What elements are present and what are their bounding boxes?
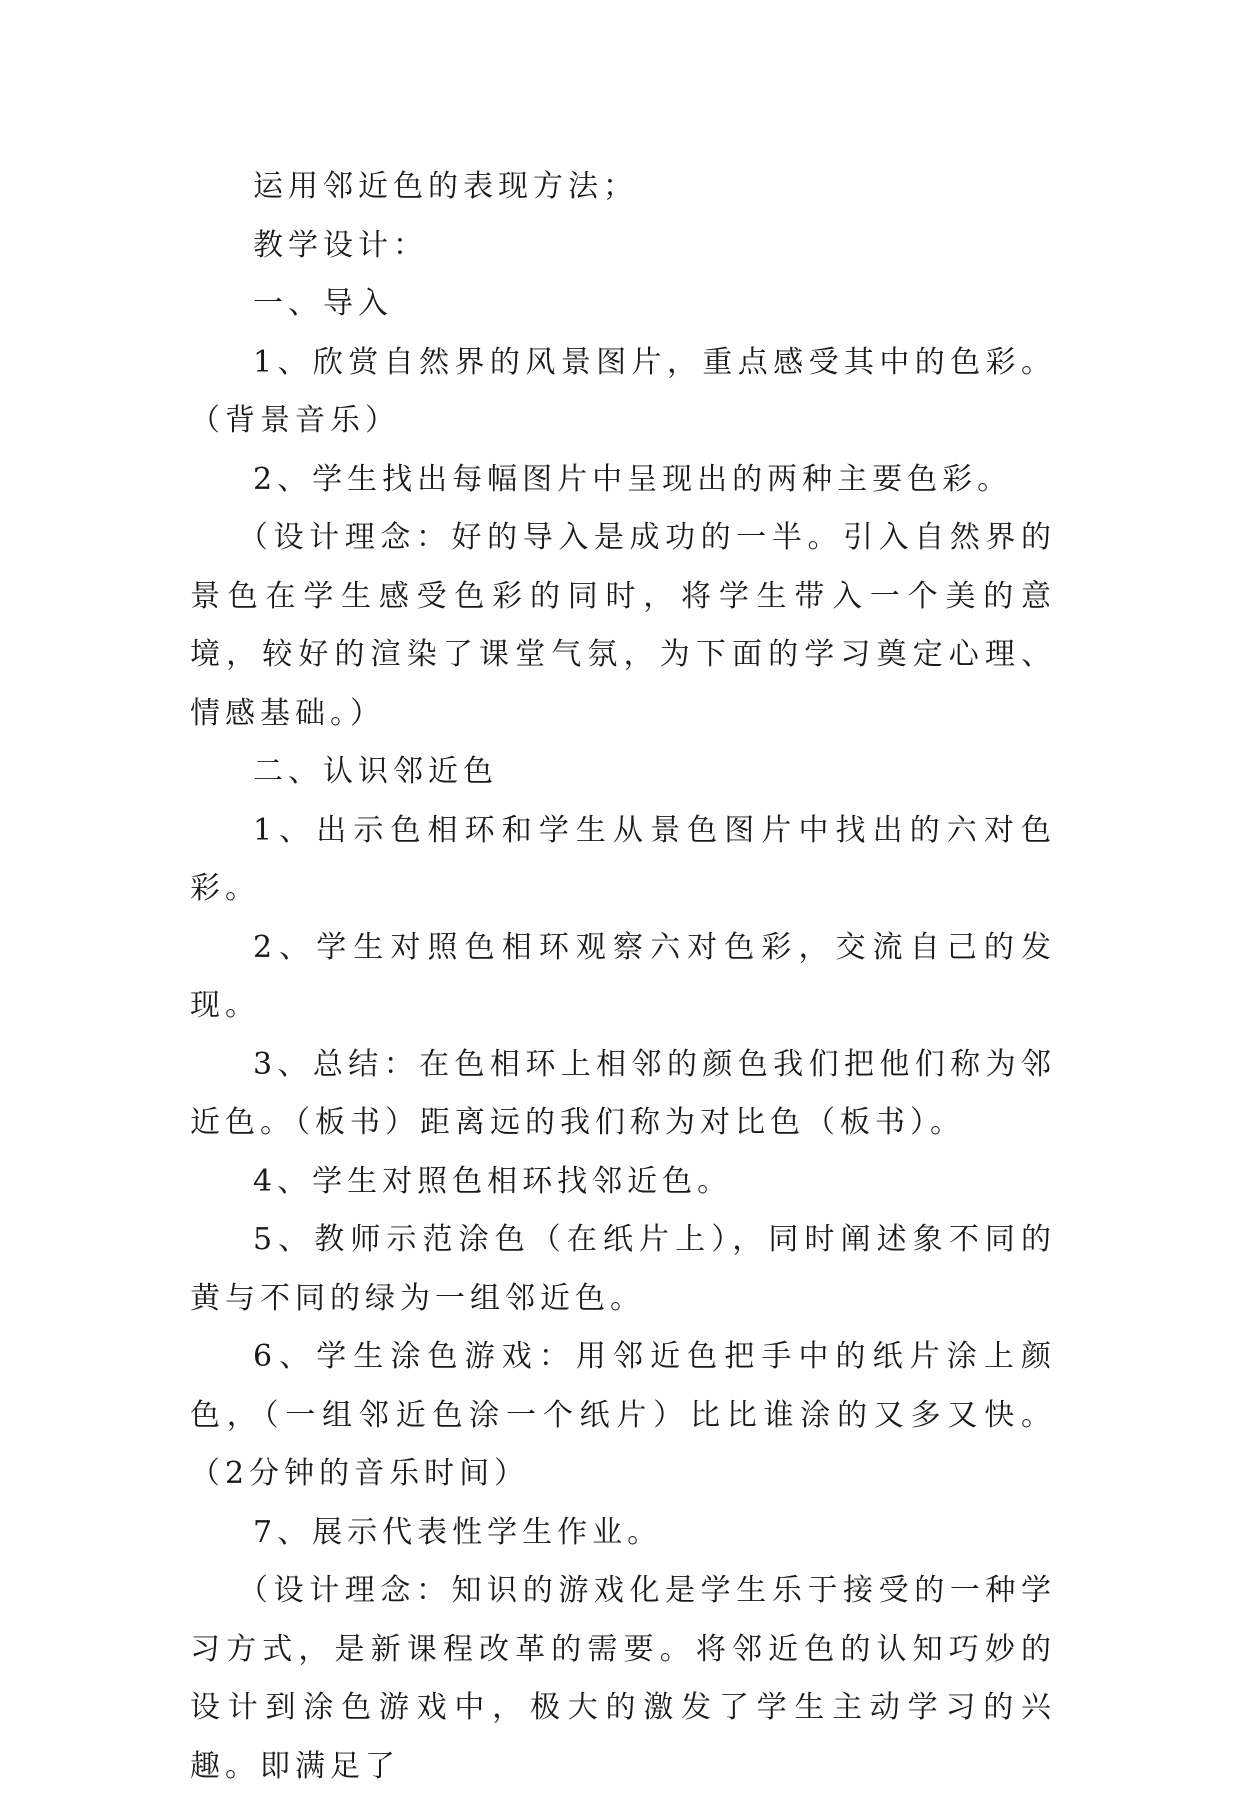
document-page <box>190 158 1056 1796</box>
paragraph-method: 运用邻近色的表现方法； <box>253 169 638 204</box>
heading-introduction: 一、导入 <box>253 286 393 321</box>
paragraph-colors-step-2: 2、学生对照色相环观察六对色彩，交流自己的发现。 <box>190 929 1056 1023</box>
paragraph-colors-step-5: 5、教师示范涂色（在纸片上），同时阐述象不同的黄与不同的绿为一组邻近色。 <box>190 1222 1056 1316</box>
paragraph-intro-step-1: 1、欣赏自然界的风景图片，重点感受其中的色彩。（背景音乐） <box>190 344 1056 438</box>
paragraph-design-concept-1: （设计理念：好的导入是成功的一半。引入自然界的景色在学生感受色彩的同时，将学生带入一个美的意境，较好的渲染了课堂气氛，为下面的学习奠定心理、情感基础。） <box>190 520 1056 731</box>
paragraph-colors-step-7: 7、展示代表性学生作业。 <box>253 1514 663 1550</box>
paragraph-intro-step-2: 2、学生找出每幅图片中呈现出的两种主要色彩。 <box>253 461 1013 497</box>
paragraph-colors-step-6: 6、学生涂色游戏：用邻近色把手中的纸片涂上颜色，（一组邻近色涂一个纸片）比比谁涂的又多又快。（2分钟的音乐时间） <box>190 1339 1056 1491</box>
paragraph-colors-step-4: 4、学生对照色相环找邻近色。 <box>253 1163 733 1199</box>
paragraph-design-concept-2: （设计理念：知识的游戏化是学生乐于接受的一种学习方式，是新课程改革的需要。将邻近色的认知巧妙的设计到涂色游戏中，极大的激发了学生主动学习的兴趣。即满足了 <box>190 1573 1056 1784</box>
paragraph-colors-step-1: 1、出示色相环和学生从景色图片中找出的六对色彩。 <box>190 812 1056 906</box>
paragraph-colors-step-3: 3、总结：在色相环上相邻的颜色我们把他们称为邻近色。（板书）距离远的我们称为对比色（板书）。 <box>190 1046 1056 1140</box>
heading-adjacent-colors: 二、认识邻近色 <box>253 754 498 789</box>
paragraph-teaching-design: 教学设计： <box>253 227 428 263</box>
